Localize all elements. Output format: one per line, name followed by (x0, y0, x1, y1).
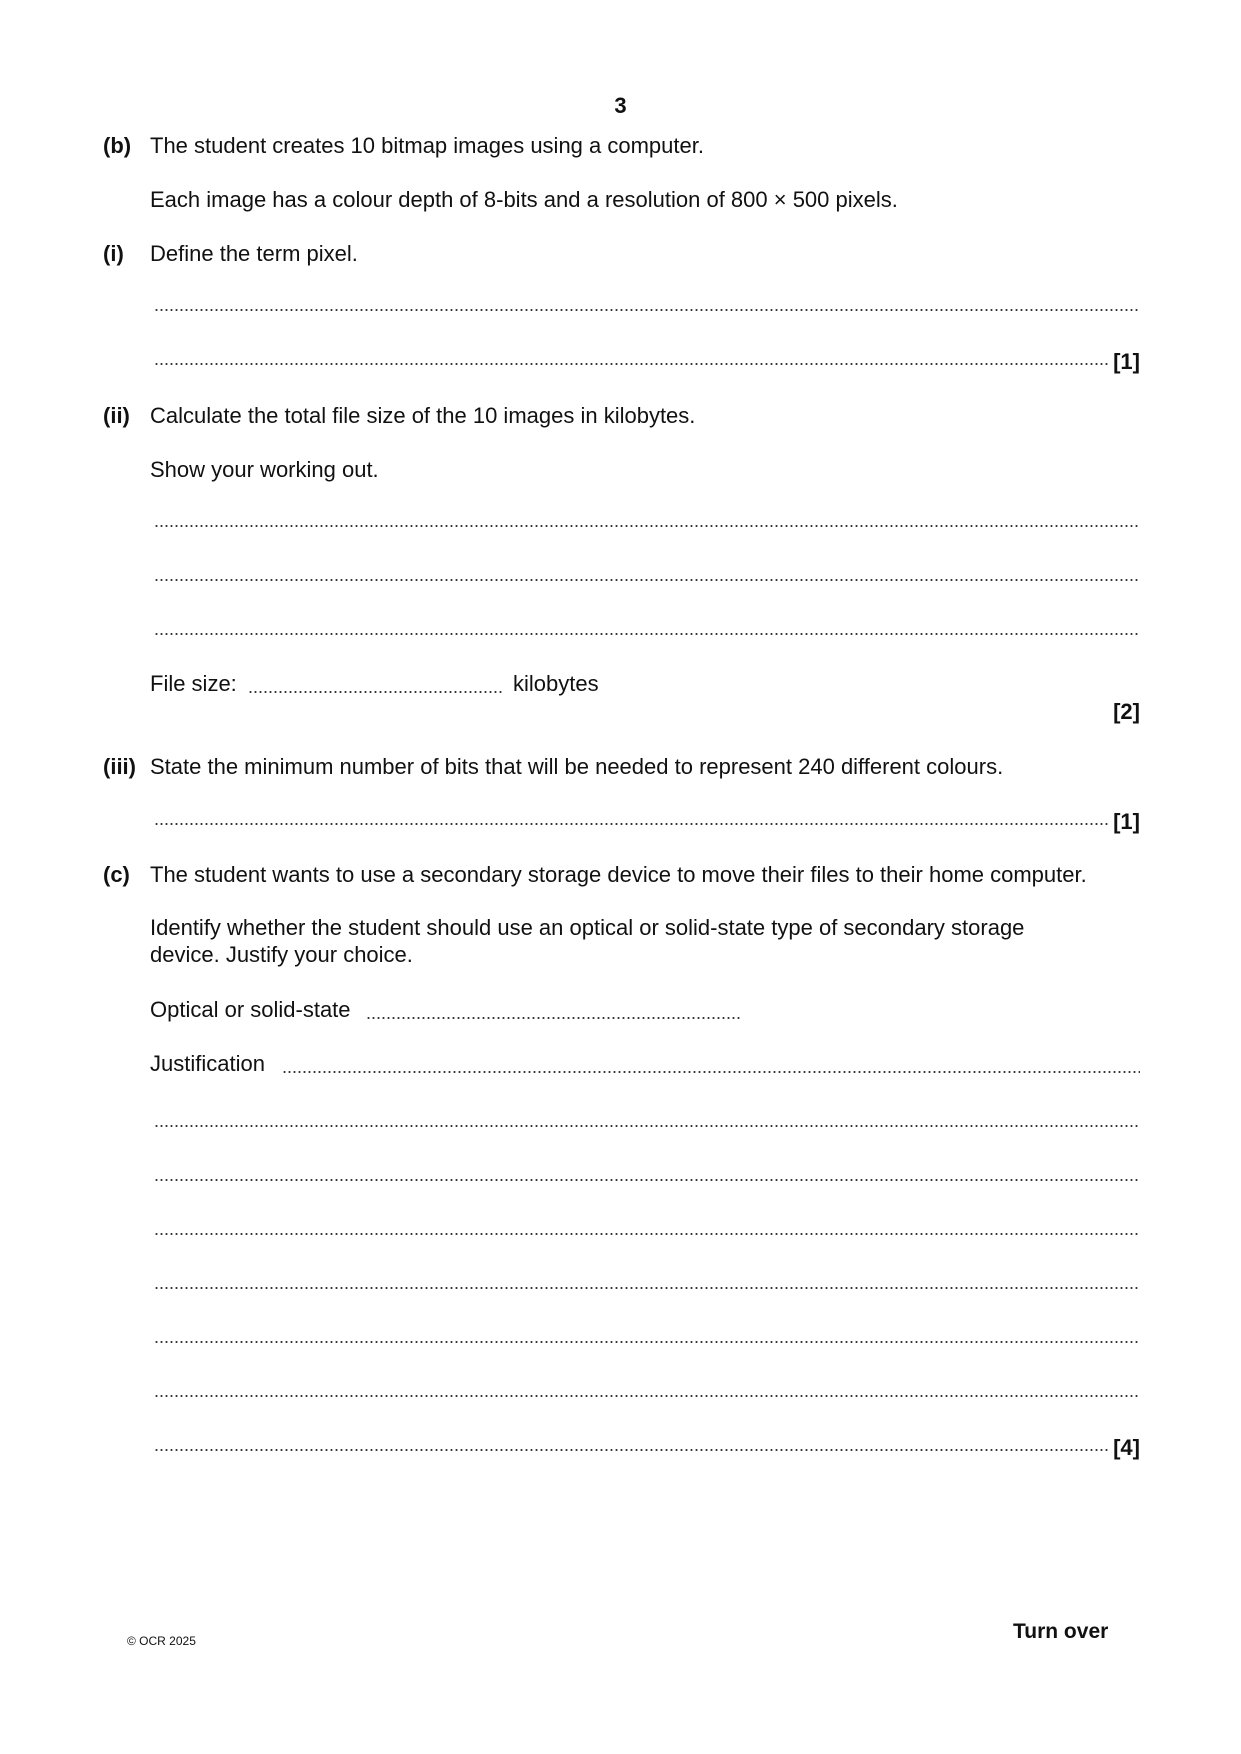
answer-line[interactable] (154, 1394, 1140, 1398)
mark-allocation: [1] (1113, 349, 1140, 374)
question-b-iii-text: State the minimum number of bits that will be needed to represent 240 different colours. (150, 754, 1004, 779)
file-size-label: File size: (150, 671, 237, 696)
file-size-unit: kilobytes (513, 671, 599, 696)
question-c-intro: The student wants to use a secondary storage device to move their files to their home computer. (150, 862, 1087, 887)
answer-line[interactable] (154, 632, 1140, 636)
question-b-detail: Each image has a colour depth of 8-bits and a resolution of 800 × 500 pixels. (150, 187, 898, 212)
question-c-instruction-line1: Identify whether the student should use an optical or solid-state type of secondary storage (150, 915, 1025, 940)
file-size-answer-line[interactable] (248, 690, 504, 694)
turn-over: Turn over (1013, 1620, 1109, 1643)
copyright: © OCR 2025 (127, 1634, 196, 1648)
question-b-ii-text: Calculate the total file size of the 10 images in kilobytes. (150, 403, 696, 428)
answer-line[interactable] (154, 1124, 1140, 1128)
answer-line[interactable] (154, 1178, 1140, 1182)
question-label-b-i: (i) (103, 241, 124, 266)
answer-line[interactable] (154, 1232, 1140, 1236)
answer-line[interactable] (154, 308, 1140, 312)
question-c-instruction-line2: device. Justify your choice. (150, 942, 413, 967)
justification-answer-line[interactable] (282, 1070, 1140, 1074)
question-b-i-text: Define the term pixel. (150, 241, 358, 266)
justification-label: Justification (150, 1051, 265, 1076)
page-number: 3 (614, 93, 627, 118)
choice-label: Optical or solid-state (150, 997, 351, 1022)
mark-allocation: [4] (1113, 1435, 1140, 1460)
question-b-ii-instruction: Show your working out. (150, 457, 379, 482)
answer-line[interactable] (154, 362, 1110, 366)
question-label-b-iii: (iii) (103, 754, 136, 779)
answer-line[interactable] (154, 578, 1140, 582)
answer-line[interactable] (154, 822, 1110, 826)
mark-allocation: [1] (1113, 809, 1140, 834)
mark-allocation: [2] (1113, 699, 1140, 724)
answer-line[interactable] (154, 524, 1140, 528)
question-label-b-ii: (ii) (103, 403, 130, 428)
answer-line[interactable] (154, 1340, 1140, 1344)
choice-answer-line[interactable] (366, 1016, 740, 1020)
question-b-intro: The student creates 10 bitmap images using a computer. (150, 133, 704, 158)
question-label-b: (b) (103, 133, 132, 158)
answer-line[interactable] (154, 1286, 1140, 1290)
question-label-c: (c) (103, 862, 130, 887)
answer-line[interactable] (154, 1448, 1110, 1452)
